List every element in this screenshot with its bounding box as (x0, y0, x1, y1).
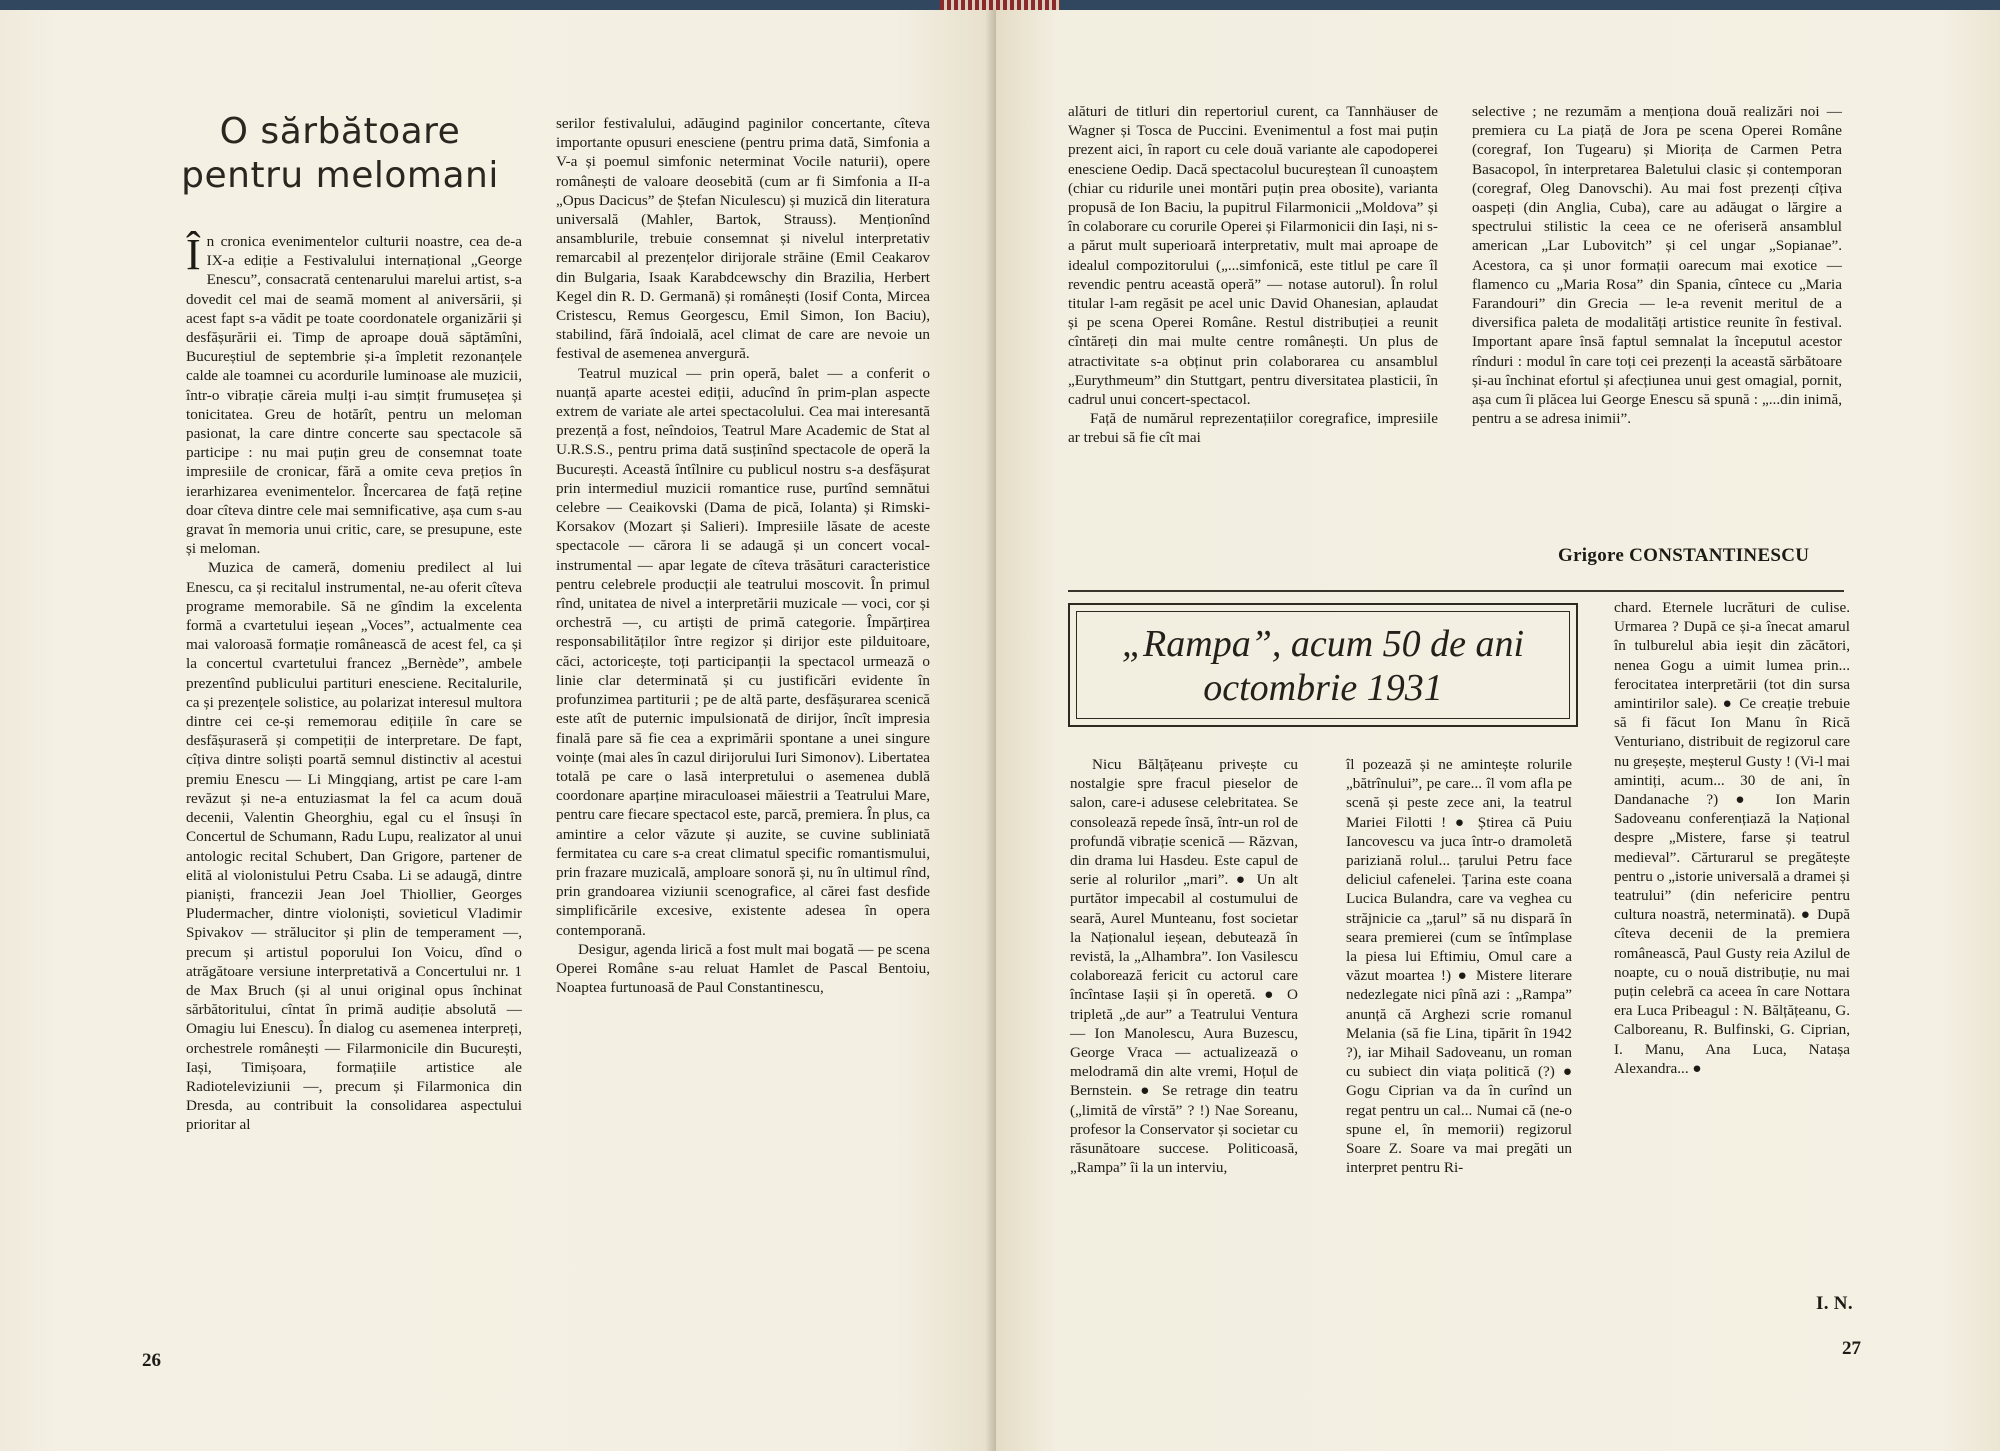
paragraph-2: Muzica de cameră, domeniu predilect al lui Enescu, ca și recitalul instrumental, ne-au oferit cîteva programe memorabile. Să ne gîndim la excelenta formă a cvartetului ieșean „Voces”, actualmente cea mai valoroasă formație românească de acest fel, ca și la concertul cvartetului francez „Bernède”, ambele prezentînd publicului partituri enesciene. Recitalurile, ca și prezențele solistice, au polarizat interesul multora dintre cei ce-și rememorau edițiile în care se desfășuraseră și competiții de interpretare. De fapt, cîțiva dintre soliști poartă semnul distinctiv al acestui premiu Enescu — Li Mingqiang, artist pe care l-am revăzut și ne-a entuziasmat la fel ca acum două decenii, Valentin Gheorghiu, egal cu el însuși în Concertul de Schumann, Radu Lupu, realizator al unui antologic recital Schubert, Dan Grigore, partener de elită al violonistului Petru Csaba. Li se adaugă, dintre pianiști, francezii Jean Joel Thiollier, Georges Pludermacher, dintre violoniști, sovieticul Vladimir Spivakov — strălucitor și plin de temperament —, precum și artistul poporului Ion Voicu, dînd o atrăgătoare versiune interpretativă a Concertului nr. 1 de Max Bruch (și al unui original opus închinat sărbătoritului, cîntat în primă audiție absolută — Omagiu lui Enescu). În dialog cu asemenea interpreți, orchestrele românești — Filarmonicile din București, Iași, Timișoara, formațiile artistice ale Radioteleviziunii —, precum și Filarmonica din Dresda, au contribuit la consolidarea aspectului prioritar al (186, 559, 522, 1134)
rampa-column-1 (1070, 755, 1298, 1177)
page-number-right: 27 (1842, 1338, 1861, 1359)
paragraph-5: Desigur, agenda lirică a fost mult mai bogată — pe scena Operei Române s-au reluat Hamlet de Pascal Bentoiu, Noaptea furtunoasă de Paul Constantinescu, (556, 940, 930, 997)
left-column-1 (186, 232, 522, 1135)
paragraph-4: Teatrul muzical — prin operă, balet — a conferit o nuanță aparte acestei ediții, aducînd în prim-plan aspecte extrem de variate ale artei spectacolului. Cea mai interesantă prezență a fost, neîndoios, Teatrul Mare Academic de Stat al U.R.S.S., pentru prima dată susținînd spectacole de operă la București. Această întîlnire cu publicul nostru s-a desfășurat prin intermediul muzicii romantice ruse, purtînd semnătui celebre — Ceaikovski (Dama de pică, Iolanta) și Rimski-Korsakov (Mozart și Salieri). Impresiile lăsate de aceste spectacole — cărora li se adaugă și un concert vocal-instrumental — apar legate de cîteva trăsături caracteristice pentru celebrele producții ale teatrului moscovit. În primul rînd, unitatea de nivel a interpretării muzicale — voci, cor și orchestră —, cu artiști de primă categorie. Împărțirea responsabilităților între regizor și dirijor este pilduitoare, căci, actoricește, toți participanții la spectacol urmează o linie clar determinată și cu justificări evidente în profunzimea partiturii ; pe de altă parte, desfășurarea scenică este atît de puternic impulsionată de dirijor, încît impresia finală pare să fie cea a exprimării spontane a unei singure voințe (mai ales în cazul dirijorului Iuri Simonov). Libertatea totală pe care o lasă interpretului o asemenea dublă coordonare aparține miraculoasei măiestrii a Teatrului Mare, pentru care fiecare spectacol este, parcă, premiera. În plus, ca amintire a celor văzute și auzite, se cuvine subliniată fermitatea cu care s-a creat climatul specific romantismului, prin frazare muzicală, amploare sonoră și, nu în ultimul rînd, prin grandoarea viziunii scenografice, al cărei fast desfide simplificările excesive, existente adesea în opera contemporană. (556, 364, 930, 939)
article-title (170, 110, 510, 198)
rampa-title-line-2: octombrie 1931 (1203, 667, 1443, 709)
left-page (0, 10, 997, 1451)
rampa-column-3 (1614, 598, 1850, 1078)
left-column-2 (556, 114, 930, 997)
title-line-1: O sărbătoare (219, 111, 461, 152)
rampa-column-2 (1346, 755, 1572, 1177)
paragraph-8: selective ; ne rezumăm a menționa două realizări noi — premiera cu La piață de Jora pe scena Operei Române (coregraf, Ion Tugearu) și Miorița de Carmen Petra Basacopol, în interpretarea Baletului clasic și contemporan (coregraf, Oleg Danovschi). Au mai fost prezenți cîțiva oaspeți (din Anglia, Cuba), care au adăugat o lărgire a spectrului stilistic la ceea ce ne oferiseră ansamblul american „Lar Lubovitch” și cel ungar „Sopianae”. Acestora, ca și unor formații oarecum mai exotice — flamenco cu „Maria Rosa” din Spania, cîntece cu „Maria Farandouri” din Grecia — le-a revenit meritul de a diversifica paleta de modalități artistice reunite în festival. Important apare însă faptul semnalat la începutul acestor rînduri : modul în care toți cei prezenți la această sărbătoare și-au închinat efortul și afecțiunea unui gest omagial, pornit, așa cum îi plăcea lui George Enescu să spună : „...din inimă, pentru a se adresa inimii”. (1472, 103, 1842, 428)
drop-cap: Î (186, 230, 201, 279)
right-column-2 (1472, 102, 1842, 428)
paragraph-1: În cronica evenimentelor culturii noastre, cea de-a IX-a ediție a Festivalului internațional „George Enescu”, consacrată centenarului marelui artist, s-a dovedit cel mai de seamă moment al aniversării, și acest fapt s-a vădit pe toate coordonatele organizării și desfășurării ei. Timp de aproape două săptămîni, Bucureștiul de septembrie și-a împletit rezonanțele calde ale toamnei cu acordurile luminoase ale muzicii, într-o vibrație căreia mulți i-au simțit frumusețea și tonicitatea. Greu de hotărît, pentru un meloman pasionat, la care dintre concerte sau spectacole să participe : nu mai puțin greu de consemnat toate impresiile de cronicar, fără a omite ceva prețios în ierarhizarea evenimentelor. Încercarea de față reține doar cîteva dintre cele mai semnificative, așa cum s-au gravat în memoria unui critic, care, se presupune, este și meloman. (186, 230, 522, 558)
rampa-paragraph-3: chard. Eternele lucrături de culise. Urmarea ? După ce și-a înecat amarul în tulburelul abia ieșit din zăcători, nenea Gogu a uimit lumea prin... ferocitatea interpretării (tot din sursa amintirilor sale). ● Ce creație trebuie să fi făcut Ion Manu în Rică Venturiano, distribuit de regizorul care nu greșește, meșterul Gusty ! (Vi-l mai amintiți, acum... 30 de ani, în Dandanache ?) ● Ion Marin Sadoveanu conferențiază la Național despre „Mistere, farse și teatrul medieval”. Cărturarul se pregătește pentru o „istorie universală a dramei și teatrului” (din nefericire pentru cultura noastră, neterminată). ● După cîteva decenii de la premiera românească, Paul Gusty reia Azilul de noapte, cu o nouă distribuție, nu mai puțin celebră ca aceea în care Nottara era Luca Pribeagul : N. Bălțățeanu, G. Calboreanu, R. Bulfinski, G. Ciprian, I. Manu, Ana Luca, Natașa Alexandra... ● (1614, 599, 1850, 1077)
section-divider (1068, 590, 1844, 592)
paragraph-6: alături de titluri din repertoriul curent, ca Tannhäuser de Wagner și Tosca de Puccini. Evenimentul a fost mai puțin prezent aici, în raport cu cele două variante ale capodoperei enesciene Oedip. Dacă spectacolul bucureștean îl cunoaștem (chiar cu ridurile unei montări puțin prea obosite), varianta propusă de Ion Baciu, la pupitrul Filarmonicii „Moldova” și în colaborare cu corurile Operei și Filarmonicii din Iași, ni s-a părut mult superioară interpretativ, mult mai aproape de idealul compozitorului („...simfonică, este titlul pe care îl revendic pentru această operă” — notase autorul). În rolul titular l-am regăsit pe acel unic David Ohanesian, aplaudat și pe scena Operei Române. Restul distribuției a reunit cîntăreți din mai multe centre românești. Un plus de atractivitate s-a obținut prin colaborarea cu ansamblul „Eurythmeum” din Stuttgart, pentru diversitatea plasticii, în cadrul unui concert-spectacol. (1068, 103, 1438, 409)
right-column-1 (1068, 102, 1438, 448)
paragraph-3: serilor festivalului, adăugind paginilor concertante, cîteva importante opusuri enesciene (pentru prima dată, Simfonia a V-a și poemul simfonic neterminat Vocile naturii), opere românești de valoare deosebită (cum ar fi Simfonia a II-a „Opus Dacicus” de Ștefan Niculescu) și muzică din literatura universală (Mahler, Bartok, Strauss). Menționînd ansamblurile, trebuie consemnat și nivelul interpretativ remarcabil al prezențelor dirijorale străine (Emil Ceakarov din Bulgaria, Isaak Karabdcewschy din Brazilia, Herbert Kegel din R. D. Germană) și românești (Iosif Conta, Mircea Cristescu, Remus Georgescu, Emil Simon, Ion Baciu), stabilind, fără îndoială, acel climat de care are nevoie un festival de asemenea anvergură. (556, 115, 930, 363)
rampa-title-box (1068, 603, 1578, 727)
page-number-left: 26 (142, 1350, 161, 1371)
rampa-title-line-1: „Rampa”, acum 50 de ani (1121, 623, 1525, 665)
rampa-paragraph-1: Nicu Bălțățeanu privește cu nostalgie spre fracul pieselor de salon, care-i adusese celebritatea. Se consolează repede însă, într-un rol de profundă vibrație scenică — Răzvan, din drama lui Hasdeu. Este capul de serie al rolurilor „mari”. ● Un alt purtător impecabil al costumului de seară, Aurel Munteanu, fost societar la Naționalul ieșean, debutează în revistă, la „Alhambra”. Ion Vasilescu colaborează fericit cu actorul care încîntase Iașii și în operetă. ● O tripletă „de aur” a Teatrului Ventura — Ion Manolescu, Aura Buzescu, George Vraca — actualizează o melodramă din alte vremi, Hoțul de Bernstein. ● Se retrage din teatru („limită de vîrstă” ? !) Nae Soreanu, profesor la Conservator și societar cu răsunătoare succese. Politicoasă, „Rampa” îi la un interviu, (1070, 756, 1298, 1177)
rampa-initials: I. N. (1816, 1293, 1853, 1314)
title-line-2: pentru melomani (181, 155, 499, 196)
rampa-paragraph-2: îl pozează și ne amintește rolurile „bătrînului”, pe care... îl vom afla pe scenă și peste zece ani, la teatrul Mariei Filotti ! ● Știrea că Puiu Iancovescu va juca într-o dramoletă pariziană rolul... țarului Petru face deliciul cafenelei. Țarina este coana Lucica Bulandra, care va veghea cu străjnicie ca „țarul” să nu dispară în seara premierei (cum se întîmplase la piesa lui Eftimiu, Omul care a văzut moartea !) ● Mistere literare nedezlegate nici pînă azi : „Rampa” anunță că Arghezi scrie romanul Melania (să fie Lina, tipărit în 1942 ?), iar Mihail Sadoveanu, un roman cu subiect din viața politică (?) ● Gogu Ciprian va da în curînd un regat pentru un cal... Numai că (ne-o spune el, în memorii) regizorul Soare Z. Soare va mai pregăti un interpret pentru Ri- (1346, 756, 1572, 1177)
author-signature: Grigore CONSTANTINESCU (1558, 545, 1810, 566)
right-page (996, 10, 2000, 1451)
paragraph-7: Față de numărul reprezentațiilor coregrafice, impresiile ar trebui să fie cît mai (1068, 410, 1438, 447)
